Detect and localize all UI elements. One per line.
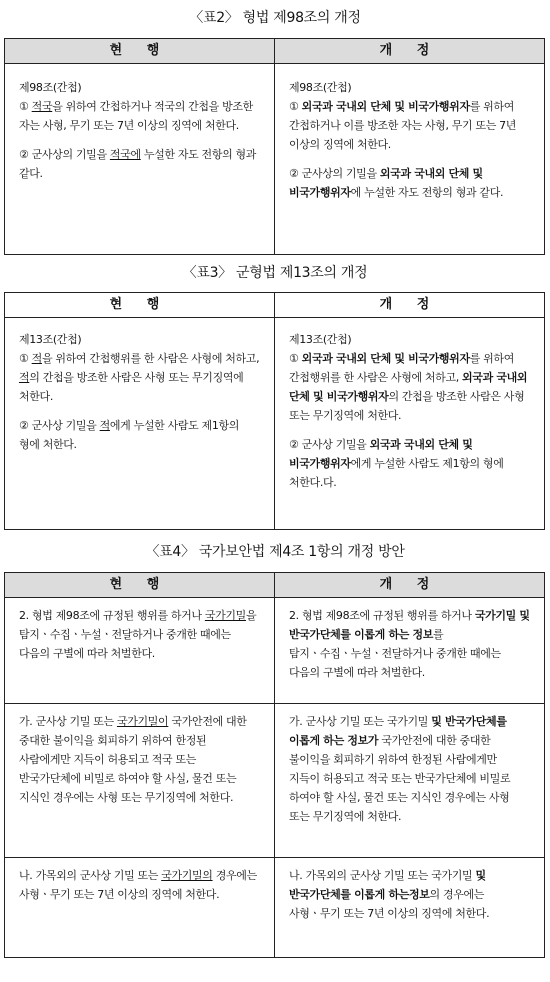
amended-term: 외국과 국내외 단체 및 비국가행위자 [289, 371, 528, 403]
article-heading: 제98조(간첩) [289, 81, 352, 94]
table2 [4, 38, 545, 255]
clause-1: ① 외국과 국내외 단체 및 비국가행위자를 위하여 간첩하거나 이를 방조한 자는 사형, 무기 또는 7년 이상의 징역에 처한다. [289, 100, 517, 151]
article-heading: 제13조(간첩) [19, 333, 82, 346]
amended-term: 국가기밀의 [161, 869, 213, 882]
table-row [5, 704, 545, 858]
table4-row1-current: 2. 형법 제98조에 규정된 행위를 하거나 국가기밀을 탐지ㆍ수집ㆍ누설ㆍ전달하거나 중개한 때에는 다음의 구별에 따라 처벌한다. [5, 598, 275, 704]
table2-revised-cell [275, 64, 545, 255]
table2-header-revised: 개 정 [275, 39, 545, 64]
amended-term: 국가기밀이 [116, 715, 169, 728]
amended-term: 외국과 국내외 단체 및 비국가행위자 [301, 352, 470, 365]
table3-header-current: 현 행 [5, 293, 275, 318]
table2-current-cell [5, 64, 275, 255]
clause-1: ① 적을 위하여 간첩행위를 한 사람은 사형에 처하고, 적의 간첩을 방조한 사람은 사형 또는 무기징역에 처한다. [19, 352, 260, 403]
table3-header-revised: 개 정 [275, 293, 545, 318]
table3-current-cell [5, 318, 275, 530]
clause-2: ② 군사상의 기밀을 적국에 누설한 자도 전항의 형과 같다. [19, 148, 257, 180]
amended-term: 적국에 [109, 148, 141, 161]
amended-term: 및 반국가단체를 이롭게 하는정보 [289, 869, 486, 901]
clause-2: ② 군사상의 기밀을 외국과 국내외 단체 및 비국가행위자에 누설한 자도 전항의 형과 같다. [289, 167, 504, 199]
amended-term: 외국과 국내외 단체 및 비국가행위자 [289, 167, 483, 199]
table2-header-current: 현 행 [5, 39, 275, 64]
table3 [4, 292, 545, 530]
clause-1: ① 외국과 국내외 단체 및 비국가행위자를 위하여 간첩행위를 한 사람은 사형에 처하고, 외국과 국내외 단체 및 비국가행위자의 간첩을 방조한 사람은 사형 또는 무기징역에 처한다. [289, 352, 528, 422]
amended-term: 적국 [31, 100, 53, 113]
table4-row2-current: 가. 군사상 기밀 또는 국가기밀이 국가안전에 대한 중대한 불이익을 회피하기 위하여 한정된 사람에게만 지득이 허용되고 적국 또는 반국가단체에 비밀로 하여야 할 사실, 물건 또는 지식인 경우에는 사형 또는 무기징역에 처한다. [5, 704, 275, 858]
amended-term: 적 [31, 352, 42, 365]
table4-row3-current: 나. 가목외의 군사상 기밀 또는 국가기밀의 경우에는 사형ㆍ무기 또는 7년 이상의 징역에 처한다. [5, 858, 275, 958]
table-row [5, 858, 545, 958]
table4-header-current: 현 행 [5, 573, 275, 598]
table4-row2-revised: 가. 군사상 기밀 또는 국가기밀 및 반국가단체를 이롭게 하는 정보가 국가안전에 대한 중대한 불이익을 회피하기 위하여 한정된 사람에게만 지득이 허용되고 적국 또는 반국가단체에 비밀로 하여야 할 사실, 물건 또는 지식인 경우에는 사형 또는 무기징역에 처한다. [275, 704, 545, 858]
article-heading: 제13조(간첩) [289, 333, 352, 346]
table4-caption: 〈표4〉 국가보안법 제4조 1항의 개정 방안 [145, 544, 405, 560]
table2-caption: 〈표2〉 형법 제98조의 개정 [189, 10, 361, 26]
table4-header-revised: 개 정 [275, 573, 545, 598]
table4-row3-revised: 나. 가목외의 군사상 기밀 또는 국가기밀 및 반국가단체를 이롭게 하는정보의 경우에는 사형ㆍ무기 또는 7년 이상의 징역에 처한다. [275, 858, 545, 958]
article-heading: 제98조(간첩) [19, 81, 82, 94]
table-row [5, 598, 545, 704]
amended-term: 국가기밀 [204, 609, 246, 622]
amended-term: 국가기밀 및 반국가단체를 이롭게 하는 정보 [289, 609, 530, 641]
clause-1: ① 적국을 위하여 간첩하거나 적국의 간첩을 방조한 자는 사형, 무기 또는 7년 이상의 징역에 처한다. [19, 100, 253, 132]
amended-term: 외국과 국내외 단체 및 비국가행위자 [289, 438, 473, 470]
clause-2: ② 군사상 기밀을 외국과 국내외 단체 및 비국가행위자에게 누설한 사람도 제1항의 형에 처한다.다. [289, 438, 504, 489]
clause-2: ② 군사상 기밀을 적에게 누설한 사람도 제1항의 형에 처한다. [19, 419, 240, 451]
table4-row1-revised: 2. 형법 제98조에 규정된 행위를 하거나 국가기밀 및 반국가단체를 이롭게 하는 정보를 탐지ㆍ수집ㆍ누설ㆍ전달하거나 중개한 때에는 다음의 구별에 따라 처벌한다. [275, 598, 545, 704]
amended-term: 및 반국가단체를 이롭게 하는 정보가 [289, 715, 507, 747]
table3-revised-cell [275, 318, 545, 530]
amended-term: 적 [99, 419, 110, 432]
amended-term: 적 [19, 371, 30, 384]
table4 [4, 572, 545, 958]
amended-term: 외국과 국내외 단체 및 비국가행위자 [301, 100, 470, 113]
table3-caption: 〈표3〉 군형법 제13조의 개정 [182, 265, 368, 281]
